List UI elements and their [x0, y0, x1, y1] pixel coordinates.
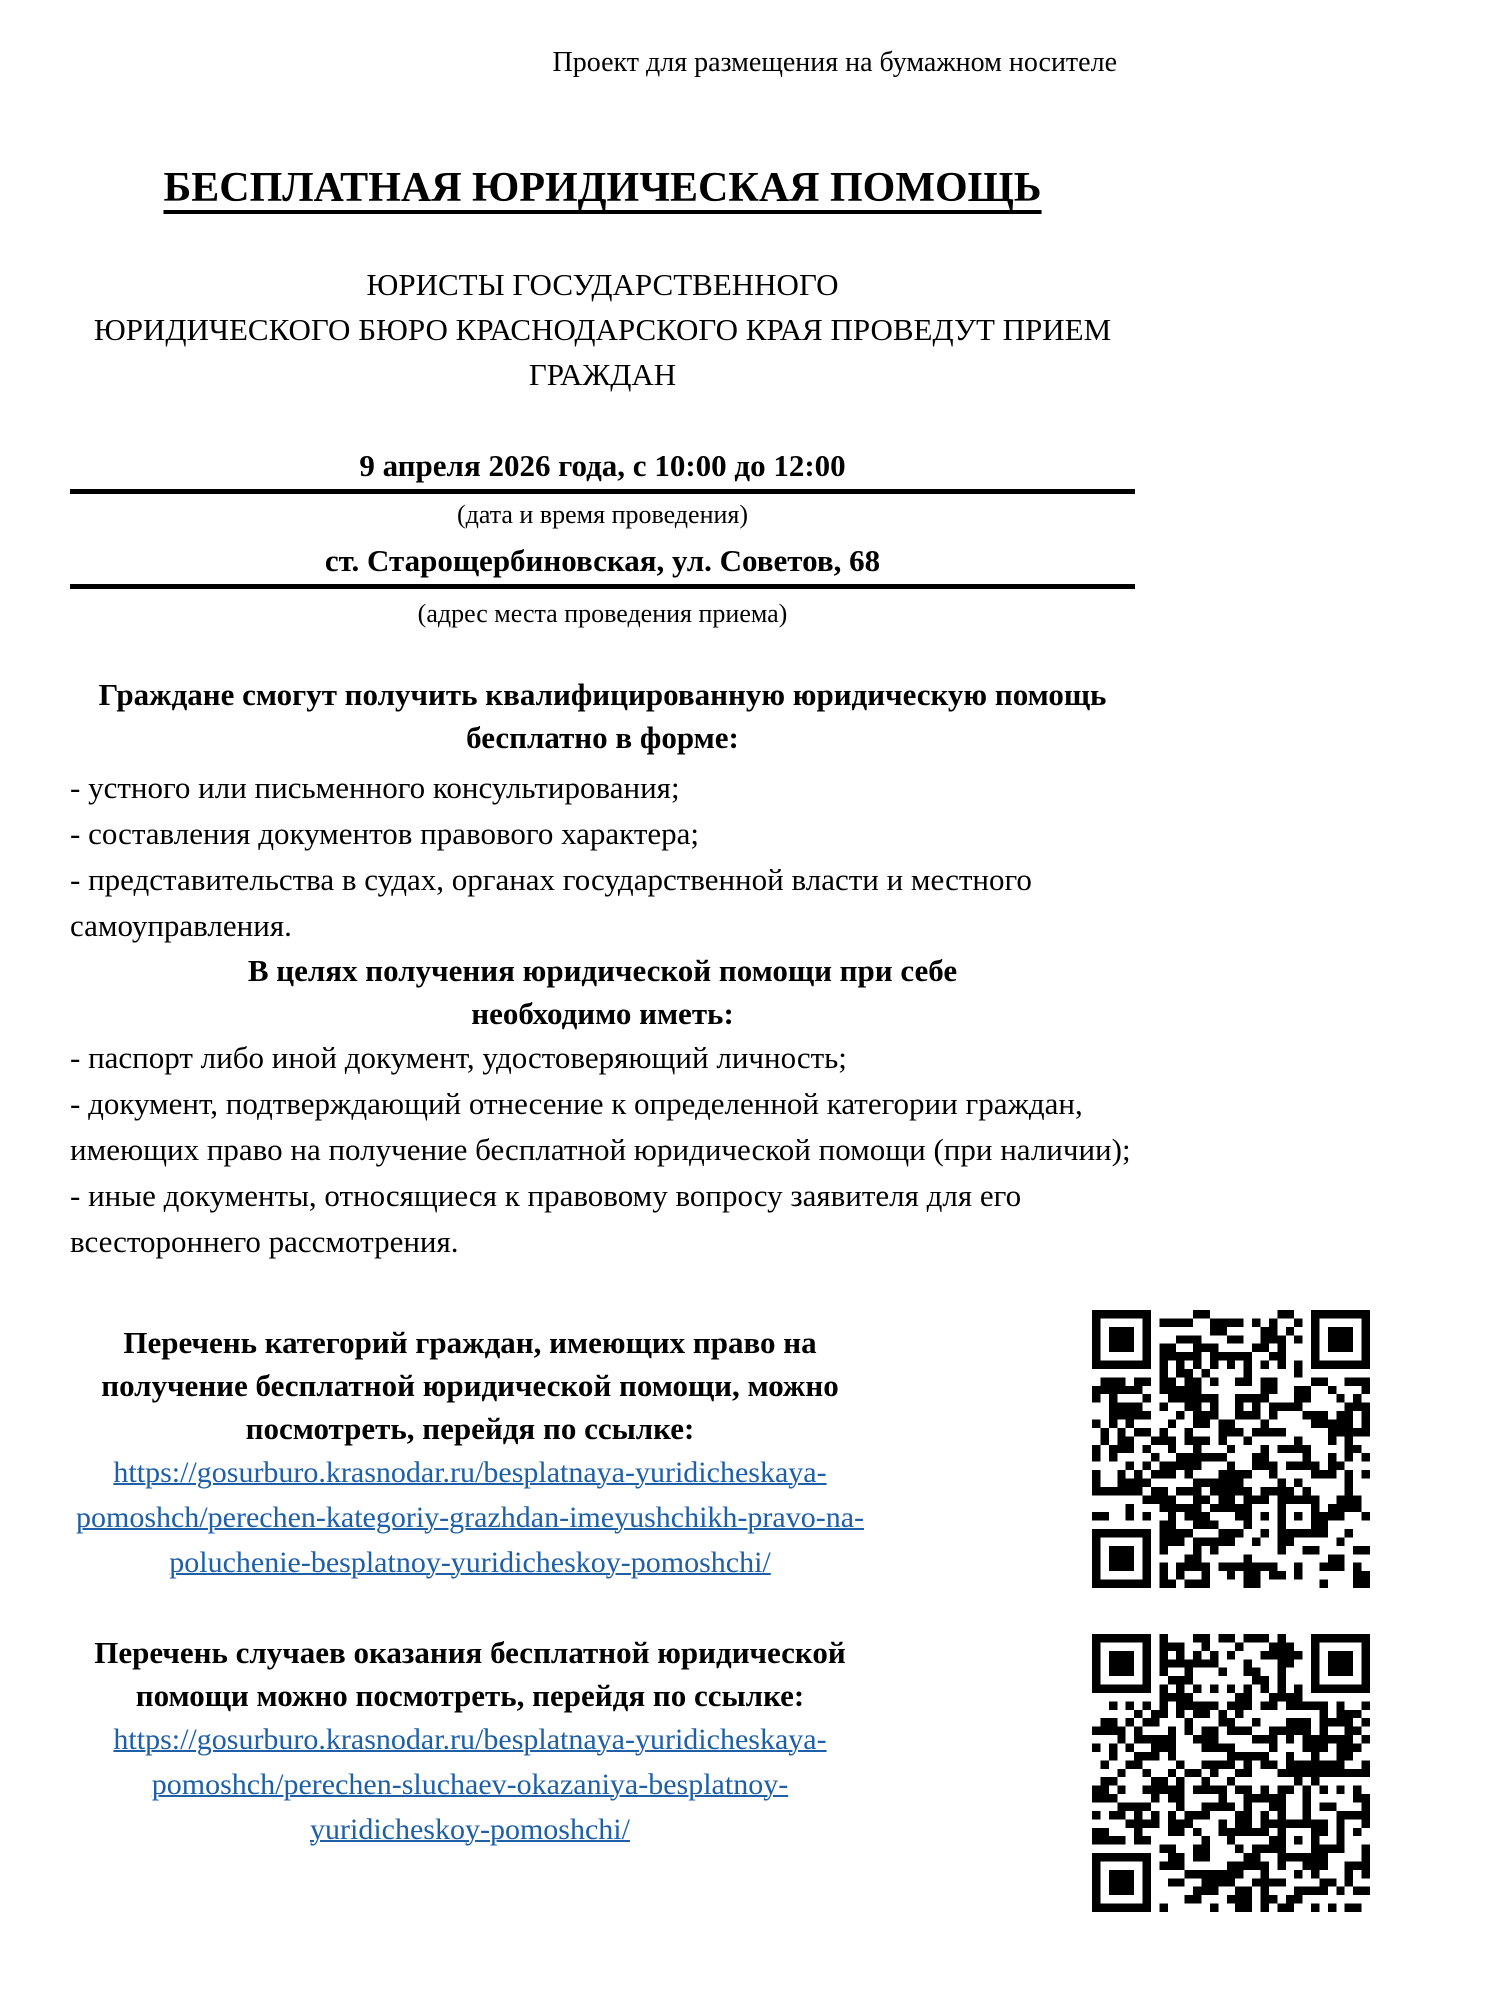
qr-code-categories	[1092, 1310, 1370, 1588]
list-item: - представительства в судах, органах государственной власти и местного самоуправления.	[70, 862, 1032, 943]
link-section-heading: Перечень случаев оказания бесплатной юридической помощи можно посмотреть, перейдя по ссылке:	[94, 1635, 846, 1713]
link-section-heading: Перечень категорий граждан, имеющих право на получение бесплатной юридической помощи, можно посмотреть, перейдя по ссылке:	[101, 1325, 839, 1446]
address-caption: (адрес места проведения приема)	[417, 599, 788, 628]
page-title-text: БЕСПЛАТНАЯ ЮРИДИЧЕСКАЯ ПОМОЩЬ	[163, 165, 1042, 211]
page-title	[70, 162, 1135, 214]
address-rule	[70, 584, 1135, 589]
top-note: Проект для размещения на бумажном носителе	[552, 47, 1117, 78]
subtitle: ЮРИСТЫ ГОСУДАРСТВЕННОГО ЮРИДИЧЕСКОГО БЮРО КРАСНОДАРСКОГО КРАЯ ПРОВЕДУТ ПРИЕМ ГРАЖДАН	[93, 267, 1112, 392]
list-item: - документ, подтверждающий отнесение к определенной категории граждан, имеющих право на получение бесплатной юридической помощи (при наличии);	[70, 1086, 1131, 1167]
help-forms-list	[70, 765, 1135, 949]
list-item: - устного или письменного консультирования;	[70, 770, 680, 805]
event-datetime: 9 апреля 2026 года, с 10:00 до 12:00	[359, 448, 846, 483]
qr-code-cases	[1092, 1634, 1370, 1912]
link-section-categories	[70, 1321, 870, 1585]
required-docs-list	[70, 1035, 1135, 1265]
link-section-cases	[70, 1631, 870, 1852]
datetime-caption: (дата и время проведения)	[456, 500, 749, 529]
list-item: - иные документы, относящиеся к правовому вопросу заявителя для его всестороннего рассмотрения.	[70, 1178, 1022, 1259]
datetime-rule	[70, 489, 1135, 494]
list-item: - составления документов правового характера;	[70, 816, 700, 851]
cases-link[interactable]: https://gosurburo.krasnodar.ru/besplatnaya-yuridicheskaya-pomoshch/perechen-sluchaev-okazaniya-besplatnoy-yuridicheskoy-pomoshchi/	[113, 1723, 827, 1846]
help-forms-heading: Граждане смогут получить квалифицированную юридическую помощь бесплатно в форме:	[98, 677, 1107, 755]
event-address: ст. Старощербиновская, ул. Советов, 68	[324, 543, 881, 578]
list-item: - паспорт либо иной документ, удостоверяющий личность;	[70, 1040, 847, 1075]
categories-link[interactable]: https://gosurburo.krasnodar.ru/besplatnaya-yuridicheskaya-pomoshch/perechen-kategoriy-grazhdan-imeyushchikh-pravo-na-poluchenie-besplatnoy-yuridicheskoy-pomoshchi/	[75, 1456, 864, 1579]
required-docs-heading: В целях получения юридической помощи при себе необходимо иметь:	[247, 953, 958, 1031]
